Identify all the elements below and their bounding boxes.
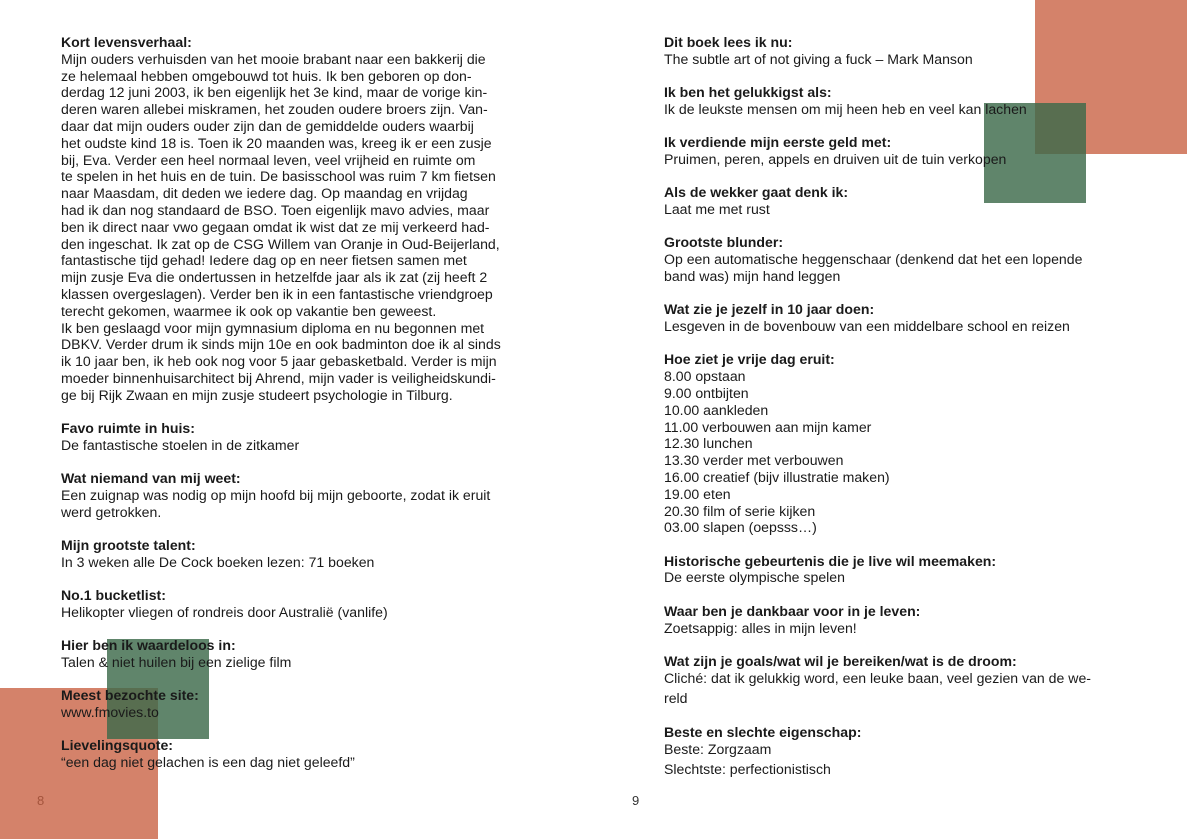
section-happiest [664,84,1144,118]
text-line: moeder binnenhuisarchitect bij Ahrend, mijn vader is veiligheidskundi- [61,369,496,386]
section-heading: Ik verdiende mijn eerste geld met: [664,134,892,151]
left-page-column [61,34,541,787]
section-heading: Beste en slechte eigenschap: [664,723,862,740]
text-line: Helikopter vliegen of rondreis door Australië (vanlife) [61,603,388,620]
section-heading: Wat zie je jezelf in 10 jaar doen: [664,301,875,318]
section-historic-event [664,553,1144,587]
text-line: Slechtste: perfectionistisch [664,761,831,778]
text-line: www.fmovies.to [61,704,159,721]
section-heading: Grootste blunder: [664,234,784,251]
text-line: ze helemaal hebben omgebouwd tot huis. Ik ben geboren op don- [61,67,472,84]
section-heading: Kort levensverhaal: [61,34,192,50]
section-heading: Hoe ziet je vrije dag eruit: [664,351,835,368]
section-favorite-room [61,420,541,454]
text-line: te spelen in het huis en de tuin. De basisschool was ruim 7 km fietsen [61,168,496,185]
text-line: het oudste kind 18 is. Toen ik 20 maanden was, kreeg ik er een zusje [61,134,492,151]
text-line: 9.00 ontbijten [664,384,749,401]
text-line: Laat me met rust [664,201,770,218]
text-line: 13.30 verder met verbouwen [664,452,844,469]
text-line: naar Maasdam, dit deden we iedere dag. Op maandag en vrijdag [61,185,468,202]
section-worthless-at [61,637,541,671]
text-line: Zoetsappig: alles in mijn leven! [664,619,857,636]
text-line: Cliché: dat ik gelukkig word, een leuke baan, veel gezien van de we- [664,669,1091,686]
section-bucketlist [61,587,541,621]
section-favorite-quote [61,737,541,771]
section-secret [61,470,541,520]
section-traits [664,724,1144,778]
text-line: 12.30 lunchen [664,435,753,452]
text-line: fantastische tijd gehad! Iedere dag op en neer fietsen samen met [61,252,467,269]
section-heading: Mijn grootste talent: [61,537,196,554]
text-line: bij, Eva. Verder een heel normaal leven, veel vrijheid en ruimte om [61,151,476,168]
section-heading: Ik ben het gelukkigst als: [664,84,832,101]
page-number-right: 9 [632,793,640,808]
text-line: DBKV. Verder drum ik sinds mijn 10e en ook badminton doe ik al sinds [61,336,501,353]
text-line: Beste: Zorgzaam [664,740,772,757]
text-line: Pruimen, peren, appels en druiven uit de tuin verkopen [664,150,1007,167]
section-heading: Wat niemand van mij weet: [61,470,241,487]
section-ten-years [664,301,1144,335]
text-line: Ik ben geslaagd voor mijn gymnasium diploma en nu begonnen met [61,319,485,336]
right-page-column [664,34,1144,795]
section-blunder [664,234,1144,284]
section-heading: Dit boek lees ik nu: [664,34,793,50]
text-line: terecht gekomen, waarmee ik ook op vakantie ben geweest. [61,302,437,319]
text-line: ge bij Rijk Zwaan en mijn zusje studeert psychologie in Tilburg. [61,386,453,403]
section-heading: No.1 bucketlist: [61,587,166,604]
text-line: 19.00 eten [664,485,731,502]
section-grateful [664,603,1144,637]
section-heading: Hier ben ik waardeloos in: [61,637,236,654]
text-line: 03.00 slapen (oepsss…) [664,519,817,536]
text-line: 8.00 opstaan [664,368,746,385]
section-free-day [664,351,1144,536]
text-line: Talen & niet huilen bij een zielige film [61,654,292,670]
section-first-money [664,134,1144,168]
page-number-left: 8 [37,793,45,808]
text-line: The subtle art of not giving a fuck – Mark Manson [664,50,973,67]
section-goals [664,653,1144,707]
text-line: 16.00 creatief (bijv illustratie maken) [664,468,890,485]
section-heading: Waar ben je dankbaar voor in je leven: [664,602,921,619]
text-line: klassen overgeslagen). Verder ben ik in een fantastische vriendgroep [61,285,493,302]
section-heading: Wat zijn je goals/wat wil je bereiken/wat is de droom: [664,652,1017,669]
section-heading: Lievelingsquote: [61,737,173,754]
section-alarm [664,184,1144,218]
text-line: 11.00 verbouwen aan mijn kamer [664,418,872,435]
text-line: “een dag niet gelachen is een dag niet geleefd” [61,754,355,771]
section-heading: Favo ruimte in huis: [61,420,195,437]
text-line: reld [664,690,688,707]
text-line: 20.30 film of serie kijken [664,502,816,519]
text-line: Op een automatische heggenschaar (denkend dat het een lopende [664,251,1083,268]
text-line: De eerste olympische spelen [664,569,845,586]
section-most-visited-site [61,687,541,721]
text-line: daar dat mijn ouders ouder zijn dan de gemiddelde ouders waarbij [61,117,474,134]
text-line: Een zuignap was nodig op mijn hoofd bij mijn geboorte, zodat ik eruit [61,486,491,503]
text-line: werd getrokken. [61,503,162,520]
text-line: Ik de leukste mensen om mij heen heb en veel kan lachen [664,100,1027,117]
section-bio [61,34,541,404]
text-line: derdag 12 juni 2003, ik ben eigenlijk het 3e kind, maar de vorige kin- [61,84,488,101]
text-line: ben ik direct naar vwo gegaan omdat ik wist dat ze mij verkeerd had- [61,218,490,235]
text-line: Mijn ouders verhuisden van het mooie brabant naar een bakkerij die [61,50,486,67]
section-talent [61,537,541,571]
text-line: In 3 weken alle De Cock boeken lezen: 71 boeken [61,553,375,570]
section-heading: Meest bezochte site: [61,687,199,704]
section-heading: Historische gebeurtenis die je live wil meemaken: [664,552,997,569]
text-line: had ik dan nog standaard de BSO. Toen eigenlijk mavo advies, maar [61,201,490,218]
text-line: deren waren allebei miskramen, het zouden oudere broers zijn. Van- [61,101,488,118]
text-line: Lesgeven in de bovenbouw van een middelbare school en reizen [664,318,1070,335]
text-line: 10.00 aankleden [664,401,769,418]
section-current-book [664,34,1144,68]
text-line: De fantastische stoelen in de zitkamer [61,436,300,453]
text-line: ik 10 jaar ben, ik heb ook nog voor 5 jaar gebasketbald. Verder is mijn [61,353,497,370]
section-heading: Als de wekker gaat denk ik: [664,184,849,201]
text-line: mijn zusje Eva die ondertussen in hetzelfde jaar als ik zat (zij heeft 2 [61,269,488,286]
text-line: band was) mijn hand leggen [664,267,841,284]
text-line: den ingeschat. Ik zat op de CSG Willem van Oranje in Oud-Beijerland, [61,235,500,252]
